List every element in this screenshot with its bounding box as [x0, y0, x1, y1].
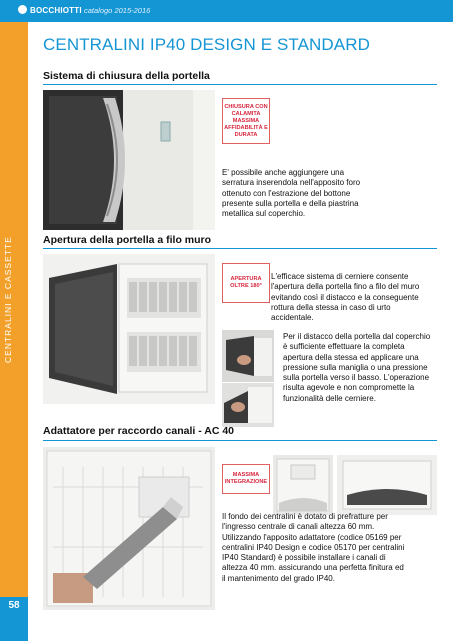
section-divider	[43, 440, 437, 441]
brand-logo	[18, 5, 82, 15]
adapter-box-photo	[337, 455, 437, 515]
adapter-photo	[43, 447, 215, 610]
opening-text: L'efficace sistema di cerniere consente l'apertura della portella fino a filo del muro evitando così il distacco e la conseguente rottura della stessa in caso di urto accidentale.	[271, 272, 420, 323]
detach-photo-1	[222, 330, 274, 382]
section-title-opening: Apertura della portella a filo muro	[43, 234, 212, 246]
sidebar-label: CENTRALINI E CASSETTE	[3, 236, 13, 364]
detach-text: Per il distacco della portella dal coperchio è sufficiente effettuare la completa apertura della stessa ed applicare una pressione sulla maniglia o una pressione sulla portella verso il basso. L'operazione risulta agevole e non compromette la funzionalità delle cerniere.	[283, 332, 431, 403]
adapter-detail-photo	[273, 455, 333, 515]
section-title-adapter: Adattatore per raccordo canali - AC 40	[43, 425, 234, 437]
section-title-closure: Sistema di chiusura della portella	[43, 70, 210, 82]
closure-photo	[43, 90, 215, 230]
adapter-text: Il fondo dei centralini è dotato di prefratture per l'ingresso centrale di canali altezza 60 mm. Utilizzando l'apposito adattatore (codice 05169 per centralini IP40 Design e codice 05170 per centralini IP40 Standard) è possibile installare i canali di altezza 40 mm. assicurando una perfetta finitura ed il mantenimento del grado IP40.	[222, 512, 405, 583]
catalog-label: catalogo 2015-2016	[84, 6, 151, 15]
opening-photo	[43, 254, 215, 404]
detach-photo-2	[222, 383, 274, 427]
adapter-badge: MASSIMA INTEGRAZIONE	[222, 464, 270, 494]
page-title: CENTRALINI IP40 DESIGN E STANDARD	[43, 35, 370, 54]
section-divider	[43, 84, 437, 85]
section-divider	[43, 248, 437, 249]
opening-badge: APERTURA OLTRE 180°	[222, 263, 270, 303]
closure-text: E' possibile anche aggiungere una serratura inserendola nell'apposito foro ottenuto con l'estrazione del bottone presente sulla portella e della piastrina metallica sul coperchio.	[222, 168, 361, 219]
closure-badge: CHIUSURA CON CALAMITA MASSIMA AFFIDABILITÀ E DURATA	[222, 98, 270, 144]
page-number: 58	[8, 600, 20, 611]
brand-name: BOCCHIOTTI	[30, 6, 82, 15]
brand-logo-icon	[18, 5, 27, 14]
